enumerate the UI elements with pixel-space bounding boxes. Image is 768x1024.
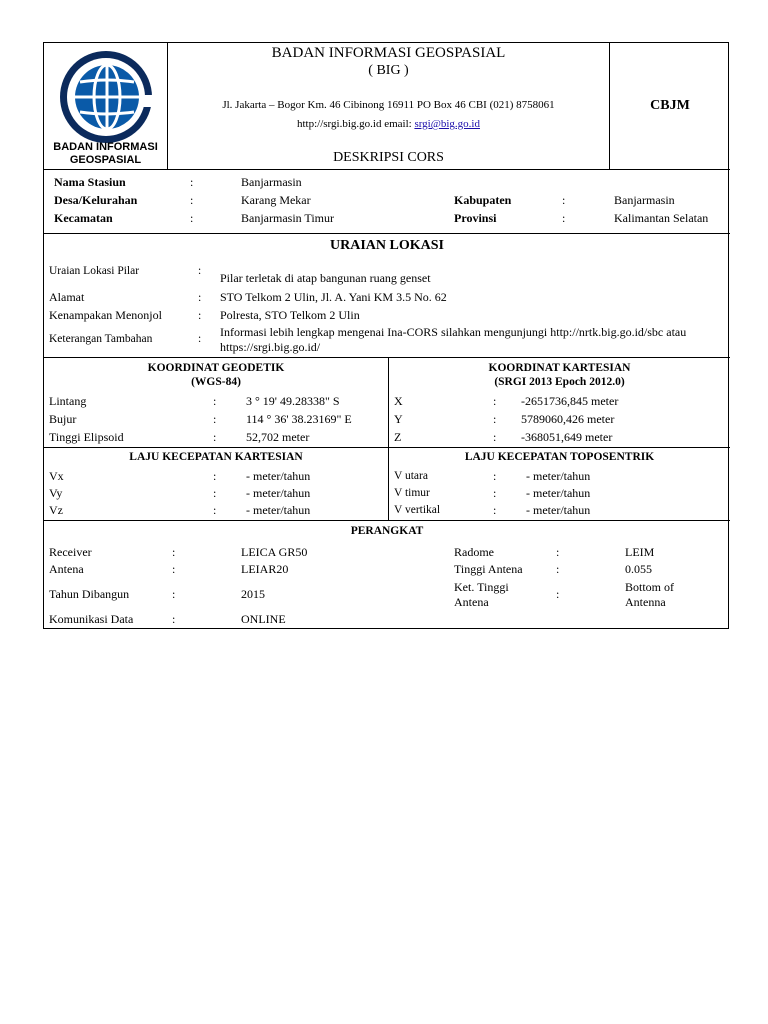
v-utara-value: - meter/tahun xyxy=(526,469,591,483)
colon: : xyxy=(493,412,497,426)
colon: : xyxy=(213,503,217,517)
divider xyxy=(44,520,730,521)
y-label: Y xyxy=(394,412,403,426)
colon: : xyxy=(198,333,202,345)
globe-logo-icon xyxy=(52,49,160,145)
tambahan-value-line2: https://srgi.big.go.id/ xyxy=(220,340,321,354)
menonjol-value: Polresta, STO Telkom 2 Ulin xyxy=(220,308,360,322)
nama-stasiun-label: Nama Stasiun xyxy=(54,175,126,189)
tambahan-value-line1: Informasi lebih lengkap mengenai Ina-CORS silahkan mengunjungi http://nrtk.big.go.id/sbc atau xyxy=(220,325,687,339)
tahun-dibangun-value: 2015 xyxy=(241,587,265,601)
colon: : xyxy=(213,394,217,408)
desa-label: Desa/Kelurahan xyxy=(54,193,138,207)
colon: : xyxy=(190,193,194,207)
v-timur-value: - meter/tahun xyxy=(526,486,591,500)
logo-line-2: GEOSPASIAL xyxy=(69,154,142,166)
colon: : xyxy=(198,308,202,322)
vz-value: - meter/tahun xyxy=(246,503,311,517)
colon: : xyxy=(493,503,497,517)
receiver-value: LEICA GR50 xyxy=(241,545,308,559)
desa-value: Karang Mekar xyxy=(241,193,311,207)
divider xyxy=(44,233,730,234)
vy-value: - meter/tahun xyxy=(246,486,311,500)
geodetik-title: KOORDINAT GEODETIK xyxy=(147,362,285,374)
alamat-value: STO Telkom 2 Ulin, Jl. A. Yani KM 3.5 No. 62 xyxy=(220,290,447,304)
vx-value: - meter/tahun xyxy=(246,469,311,483)
web-url: http://srgi.big.go.id email: xyxy=(297,118,412,130)
station-code: CBJM xyxy=(650,98,690,113)
provinsi-value: Kalimantan Selatan xyxy=(614,211,709,225)
colon: : xyxy=(213,469,217,483)
logo-line-1: BADAN INFORMASI xyxy=(53,141,158,153)
provinsi-label: Provinsi xyxy=(454,211,497,225)
colon: : xyxy=(198,265,202,277)
colon: : xyxy=(213,430,217,444)
y-value: 5789060,426 meter xyxy=(521,412,615,426)
org-name: BADAN INFORMASI GEOSPASIAL xyxy=(271,45,506,61)
divider xyxy=(44,357,730,358)
colon: : xyxy=(556,587,560,601)
z-value: -368051,649 meter xyxy=(521,430,613,444)
colon: : xyxy=(172,545,176,559)
v-vertikal-label: V vertikal xyxy=(394,504,441,516)
laju-kartesian-title: LAJU KECEPATAN KARTESIAN xyxy=(129,451,303,463)
email-link[interactable]: srgi@big.go.id xyxy=(414,118,480,130)
antena-value: LEIAR20 xyxy=(241,562,289,576)
geodetik-subtitle: (WGS-84) xyxy=(191,376,241,388)
receiver-label: Receiver xyxy=(49,545,92,559)
lintang-label: Lintang xyxy=(49,394,87,408)
org-abbr: ( BIG ) xyxy=(368,63,409,78)
colon: : xyxy=(190,175,194,189)
alamat-label: Alamat xyxy=(49,290,85,304)
colon: : xyxy=(556,545,560,559)
colon: : xyxy=(198,290,202,304)
bujur-value: 114 ° 36' 38.23169" E xyxy=(246,412,352,426)
nama-stasiun-value: Banjarmasin xyxy=(241,175,302,189)
doc-title: DESKRIPSI CORS xyxy=(333,150,444,165)
radome-label: Radome xyxy=(454,545,494,559)
colon: : xyxy=(172,612,176,626)
tinggi-elipsoid-value: 52,702 meter xyxy=(246,430,310,444)
colon: : xyxy=(493,486,497,500)
lintang-value: 3 ° 19' 49.28338" S xyxy=(246,394,340,408)
perangkat-title: PERANGKAT xyxy=(350,525,424,537)
laju-toposentrik-title: LAJU KECEPATAN TOPOSENTRIK xyxy=(464,451,655,463)
pilar-value: Pilar terletak di atap bangunan ruang genset xyxy=(220,271,431,285)
ket-tinggi-value-line2: Antenna xyxy=(625,595,666,609)
colon: : xyxy=(556,562,560,576)
divider xyxy=(44,169,730,170)
org-contact xyxy=(168,118,609,130)
v-vertikal-value: - meter/tahun xyxy=(526,503,591,517)
tinggi-antena-label: Tinggi Antena xyxy=(454,562,523,576)
v-utara-label: V utara xyxy=(394,470,428,482)
z-label: Z xyxy=(394,430,402,444)
radome-value: LEIM xyxy=(625,545,655,559)
x-label: X xyxy=(394,394,403,408)
tinggi-elipsoid-label: Tinggi Elipsoid xyxy=(49,430,124,444)
ket-tinggi-label-line1: Ket. Tinggi xyxy=(454,580,509,594)
kecamatan-value: Banjarmasin Timur xyxy=(241,211,335,225)
menonjol-label: Kenampakan Menonjol xyxy=(49,308,162,322)
colon: : xyxy=(172,562,176,576)
colon: : xyxy=(213,412,217,426)
tinggi-antena-value: 0.055 xyxy=(625,562,652,576)
colon: : xyxy=(493,394,497,408)
colon: : xyxy=(172,587,176,601)
ket-tinggi-label-line2: Antena xyxy=(454,595,489,609)
colon: : xyxy=(493,430,497,444)
komunikasi-label: Komunikasi Data xyxy=(49,612,134,626)
colon: : xyxy=(213,486,217,500)
tahun-dibangun-label: Tahun Dibangun xyxy=(49,587,130,601)
tambahan-label: Keterangan Tambahan xyxy=(49,333,153,345)
vx-label: Vx xyxy=(49,469,64,483)
pilar-label: Uraian Lokasi Pilar xyxy=(49,265,140,277)
colon: : xyxy=(562,193,566,207)
antena-label: Antena xyxy=(49,562,84,576)
komunikasi-value: ONLINE xyxy=(241,612,286,626)
kecamatan-label: Kecamatan xyxy=(54,211,113,225)
divider xyxy=(44,447,730,448)
uraian-title: URAIAN LOKASI xyxy=(330,238,444,253)
ket-tinggi-value-line1: Bottom of xyxy=(625,580,675,594)
colon: : xyxy=(493,469,497,483)
vz-label: Vz xyxy=(49,503,63,517)
kartesian-subtitle: (SRGI 2013 Epoch 2012.0) xyxy=(494,376,625,388)
colon: : xyxy=(190,211,194,225)
org-address: Jl. Jakarta – Bogor Km. 46 Cibinong 16911 PO Box 46 CBI (021) 8758061 xyxy=(222,99,555,111)
kartesian-title: KOORDINAT KARTESIAN xyxy=(488,362,631,374)
kabupaten-label: Kabupaten xyxy=(454,193,512,207)
bujur-label: Bujur xyxy=(49,412,77,426)
big-logo xyxy=(52,49,160,145)
colon: : xyxy=(562,211,566,225)
kabupaten-value: Banjarmasin xyxy=(614,193,675,207)
x-value: -2651736,845 meter xyxy=(521,394,619,408)
vy-label: Vy xyxy=(49,486,63,500)
cors-description-sheet xyxy=(43,42,729,629)
v-timur-label: V timur xyxy=(394,487,430,499)
